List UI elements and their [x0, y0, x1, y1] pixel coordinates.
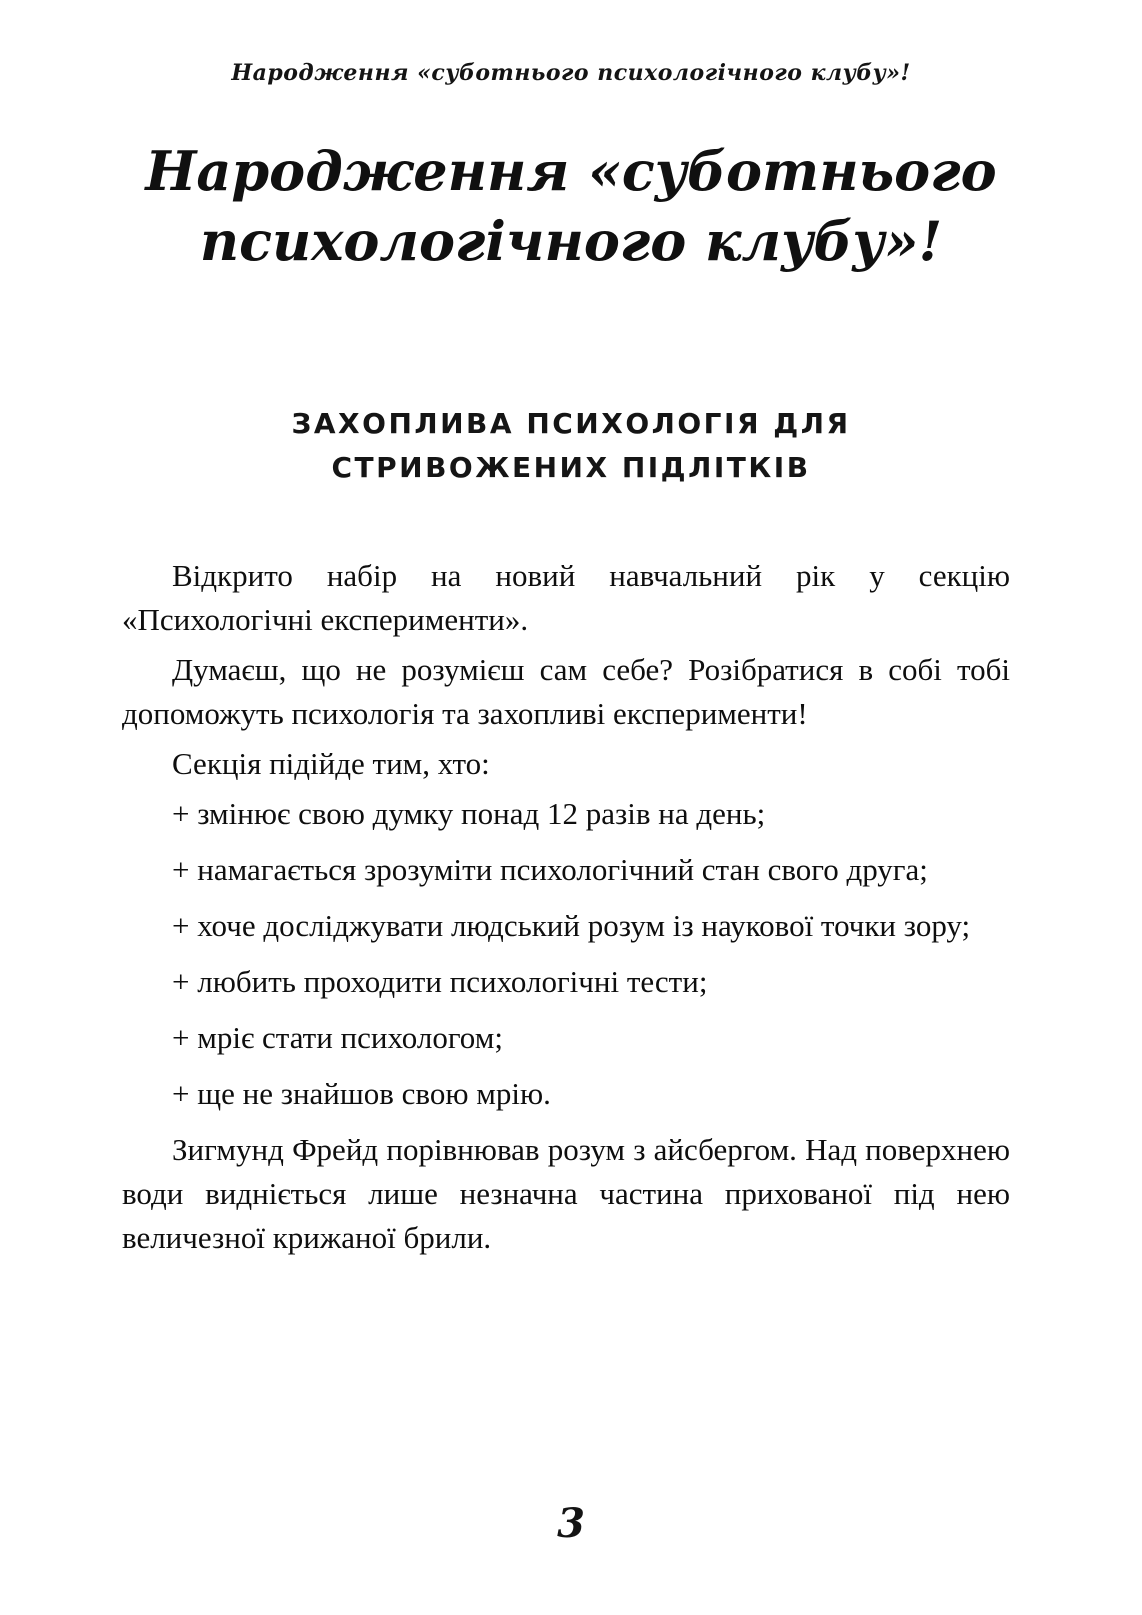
chapter-title	[0, 136, 1142, 276]
paragraph-intro: Відкрито набір на новий навчальний рік у секцію «Психологічні експерименти».	[122, 558, 1010, 637]
paragraph-list-lead: Секція підійде тим, хто:	[172, 746, 490, 781]
section-heading-line-1: ЗАХОПЛИВА ПСИХОЛОГІЯ ДЛЯ	[291, 407, 851, 440]
section-heading	[0, 402, 1142, 490]
list-item: + намагається зрозуміти психологічний стан свого друга;	[172, 852, 928, 887]
running-header: Народження «суботнього психологічного клубу»!	[231, 60, 911, 86]
list-item: + хоче досліджувати людський розум із наукової точки зору;	[172, 908, 971, 943]
list-item: + змінює свою думку понад 12 разів на день;	[172, 796, 766, 831]
body-text	[122, 554, 1010, 1260]
chapter-title-line-2: психологічного клубу»!	[199, 209, 943, 273]
chapter-title-line-1: Народження «суботнього	[145, 139, 997, 203]
list-item: + мріє стати психологом;	[172, 1020, 503, 1055]
page-number: 3	[557, 1500, 585, 1547]
list-item: + любить проходити психологічні тести;	[172, 964, 708, 999]
paragraph-question: Думаєш, що не розумієш сам себе? Розібратися в собі тобі допоможуть психологія та захопливі експерименти!	[122, 652, 1010, 731]
section-heading-line-2: СТРИВОЖЕНИХ ПІДЛІТКІВ	[331, 451, 811, 484]
list-item: + ще не знайшов свою мрію.	[172, 1076, 551, 1111]
paragraph-freud: Зигмунд Фрейд порівнював розум з айсбергом. Над поверхнею води видніється лише незначна частина прихованої під нею величезної крижаної брили.	[122, 1132, 1010, 1255]
